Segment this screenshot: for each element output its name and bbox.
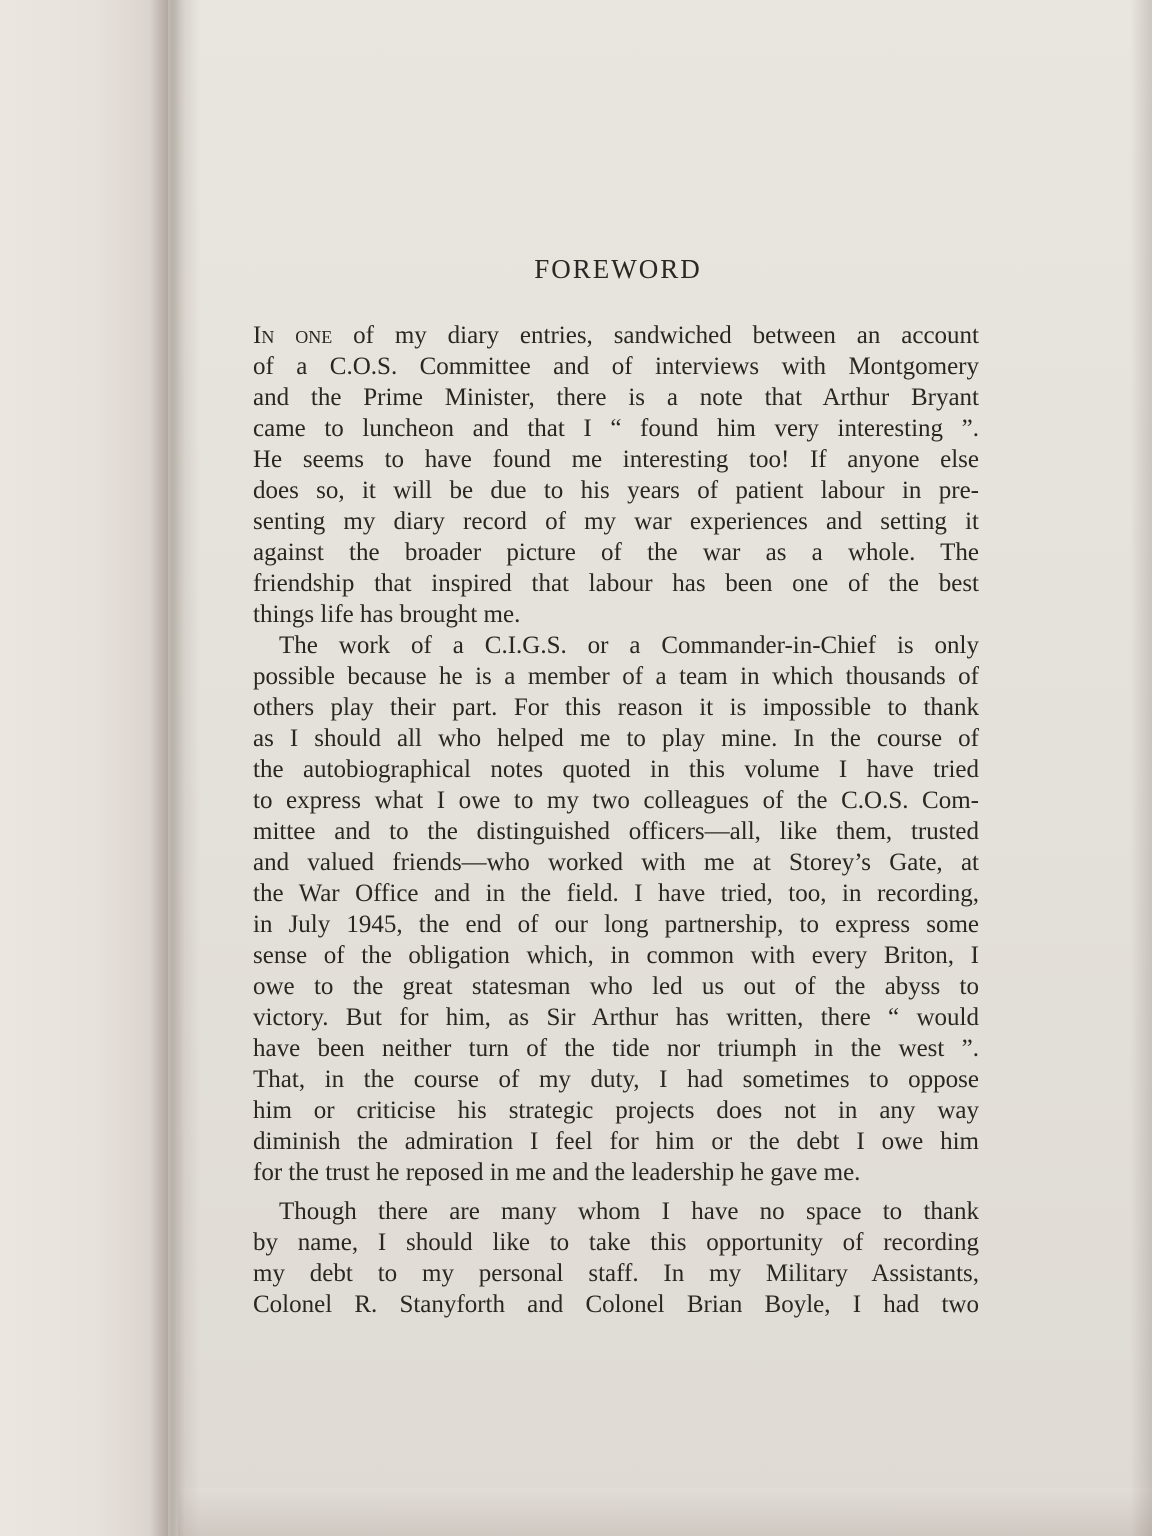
text-line: to express what I owe to my two colleagues of the C.O.S. Com- — [253, 787, 979, 814]
page-bottom-edge — [178, 1488, 1152, 1536]
text-line: senting my diary record of my war experiences and setting it — [253, 508, 979, 535]
book-gutter — [150, 0, 200, 1536]
text-line: as I should all who helped me to play mine. In the course of — [253, 725, 979, 752]
paragraph-3 — [253, 1196, 979, 1320]
text-line: victory. But for him, as Sir Arthur has written, there “ would — [253, 1004, 979, 1031]
text-line: owe to the great statesman who led us out of the abyss to — [253, 973, 979, 1000]
text-line: does so, it will be due to his years of patient labour in pre- — [253, 477, 979, 504]
text-line: Though there are many whom I have no space to thank — [279, 1198, 979, 1225]
text-line: diminish the admiration I feel for him or the debt I owe him — [253, 1128, 979, 1155]
chapter-title: FOREWORD — [534, 254, 702, 284]
text-line: for the trust he reposed in me and the leadership he gave me. — [253, 1159, 861, 1186]
text-line — [253, 320, 979, 351]
paragraph-2 — [253, 630, 979, 1188]
page-right-edge — [1130, 0, 1152, 1536]
text-line: Colonel R. Stanyforth and Colonel Brian Boyle, I had two — [253, 1291, 979, 1318]
text-line: in July 1945, the end of our long partnership, to express some — [253, 911, 979, 938]
paragraph-gap — [253, 1188, 979, 1196]
text-line: and the Prime Minister, there is a note that Arthur Bryant — [253, 384, 979, 411]
text-line: That, in the course of my duty, I had sometimes to oppose — [253, 1066, 979, 1093]
text-line: sense of the obligation which, in common with every Briton, I — [253, 942, 979, 969]
text-line: the War Office and in the field. I have tried, too, in recording, — [253, 880, 979, 907]
text-line: came to luncheon and that I “ found him very interesting ”. — [253, 415, 979, 442]
text-line: the autobiographical notes quoted in this volume I have tried — [253, 756, 979, 783]
facing-page — [0, 0, 168, 1536]
text-line: and valued friends—who worked with me at Storey’s Gate, at — [253, 849, 979, 876]
text-line: against the broader picture of the war as a whole. The — [253, 539, 979, 566]
text-fragment: of my diary entries, sandwiched between an account — [332, 322, 979, 349]
text-line: others play their part. For this reason it is impossible to thank — [253, 694, 979, 721]
text-line: friendship that inspired that labour has been one of the best — [253, 570, 979, 597]
text-line: He seems to have found me interesting too! If anyone else — [253, 446, 979, 473]
text-line: of a C.O.S. Committee and of interviews with Montgomery — [253, 353, 979, 380]
text-line: possible because he is a member of a team in which thousands of — [253, 663, 979, 690]
text-line: my debt to my personal staff. In my Military Assistants, — [253, 1260, 979, 1287]
lead-in-smallcaps: In one — [253, 322, 333, 349]
text-line: The work of a C.I.G.S. or a Commander-in-Chief is only — [279, 632, 979, 659]
text-line: things life has brought me. — [253, 601, 521, 628]
text-line: him or criticise his strategic projects does not in any way — [253, 1097, 979, 1124]
text-line: have been neither turn of the tide nor triumph in the west ”. — [253, 1035, 979, 1062]
text-line: by name, I should like to take this opportunity of recording — [253, 1229, 979, 1256]
text-line: mittee and to the distinguished officers—all, like them, trusted — [253, 818, 979, 845]
paragraph-1 — [253, 320, 979, 630]
foreword-text — [253, 320, 979, 1320]
